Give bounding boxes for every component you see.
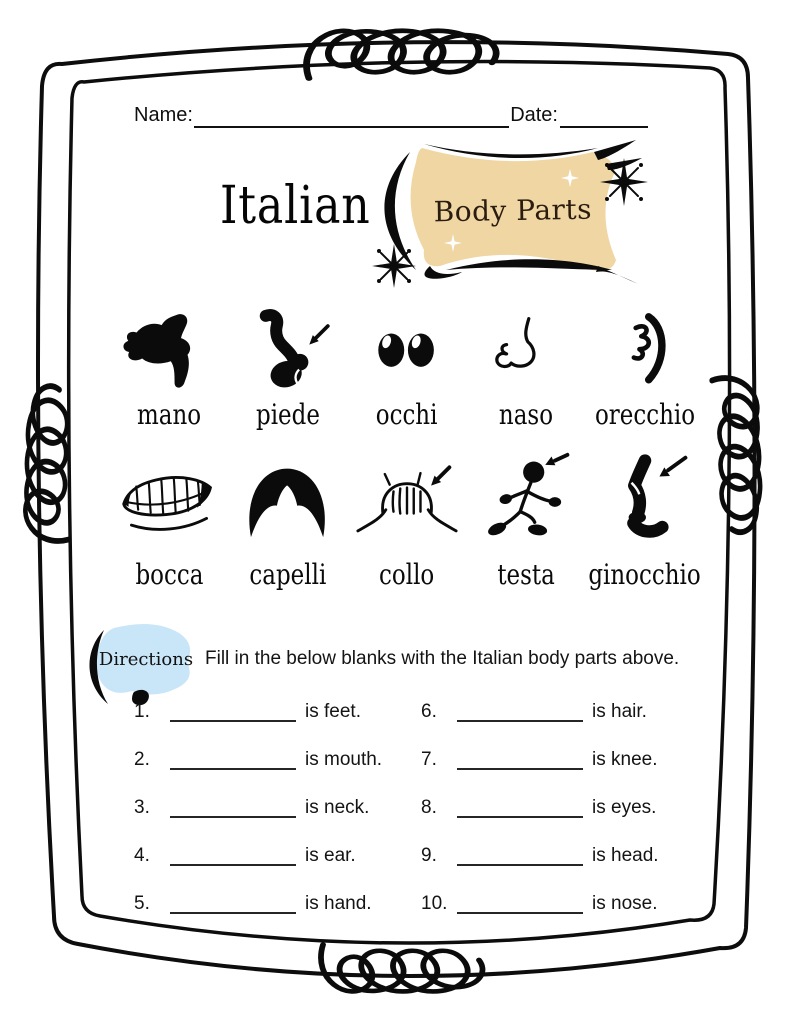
item-number: 8. (421, 797, 437, 818)
vocab-word: testa (497, 558, 555, 591)
item-text: is feet. (305, 701, 361, 722)
body-parts-badge (366, 138, 668, 298)
vocab-word: ginocchio (588, 558, 701, 591)
vocab-cell-testa (466, 446, 585, 592)
arrow-icon (545, 455, 567, 465)
hand-icon (119, 308, 219, 396)
blank-row (134, 700, 694, 722)
item-number: 10. (421, 893, 448, 914)
vocab-word: occhi (376, 398, 438, 431)
blank-item (134, 892, 414, 914)
item-number: 1. (134, 701, 150, 722)
item-number: 2. (134, 749, 150, 770)
directions-label: Directions (98, 649, 194, 670)
blank-item (421, 892, 657, 914)
item-number: 7. (421, 749, 437, 770)
vocab-cell-ginocchio (585, 446, 704, 592)
date-blank[interactable] (560, 102, 648, 128)
arrow-icon (309, 326, 328, 345)
name-date-row (134, 102, 648, 128)
answer-blank[interactable] (170, 749, 296, 770)
neck-icon (355, 452, 459, 552)
item-text: is knee. (592, 749, 658, 770)
item-text: is ear. (305, 845, 356, 866)
vocab-cell-piede (229, 306, 348, 432)
item-text: is neck. (305, 797, 370, 818)
vocab-cell-orecchio (585, 306, 704, 432)
arrow-icon (431, 467, 449, 485)
date-label: Date: (510, 104, 558, 126)
doodle-coil-top (307, 31, 497, 79)
blank-item (134, 700, 414, 722)
vocab-word: capelli (249, 558, 327, 591)
blank-row (134, 796, 694, 818)
item-text: is nose. (592, 893, 658, 914)
item-text: is eyes. (592, 797, 657, 818)
vocab-cell-capelli (229, 446, 348, 592)
item-text: is head. (592, 845, 659, 866)
hair-icon (238, 456, 338, 548)
foot-icon (238, 308, 338, 396)
vocab-cell-collo (348, 446, 467, 592)
blank-row (134, 748, 694, 770)
answer-blank[interactable] (170, 701, 296, 722)
answer-blank[interactable] (457, 701, 583, 722)
nose-icon (476, 308, 576, 396)
item-number: 4. (134, 845, 150, 866)
badge-title: Body Parts (433, 192, 593, 229)
blank-item (421, 796, 656, 818)
answer-blank[interactable] (170, 893, 296, 914)
vocab-cell-bocca (110, 446, 229, 592)
blank-row (134, 844, 694, 866)
head-icon (474, 450, 578, 554)
vocab-cell-naso (466, 306, 585, 432)
doodle-coil-left (24, 385, 74, 541)
answer-blank[interactable] (457, 749, 583, 770)
name-blank[interactable] (194, 102, 509, 128)
item-number: 3. (134, 797, 150, 818)
blank-item (421, 748, 657, 770)
blank-row (134, 892, 694, 914)
mouth-icon (117, 462, 221, 542)
vocab-word: mano (137, 398, 202, 431)
item-text: is mouth. (305, 749, 383, 770)
badge-spike-topright (594, 140, 636, 160)
directions-badge (82, 620, 206, 712)
vocab-word: orecchio (594, 398, 695, 431)
vocab-word: piede (256, 398, 321, 431)
badge-crescent (384, 152, 416, 270)
blank-item (421, 700, 647, 722)
vocab-row-1 (110, 306, 704, 432)
eyes-icon (357, 308, 457, 396)
blank-item (421, 844, 659, 866)
item-text: is hair. (592, 701, 647, 722)
item-number: 5. (134, 893, 150, 914)
item-number: 6. (421, 701, 437, 722)
blank-item (134, 748, 414, 770)
knee-icon (593, 450, 697, 554)
starburst-icon (372, 244, 416, 288)
item-text: is hand. (305, 893, 372, 914)
page-title: Italian (220, 176, 371, 236)
answer-blank[interactable] (457, 893, 583, 914)
instruction-text: Fill in the below blanks with the Italian body parts above. (205, 648, 680, 669)
answer-blank[interactable] (170, 845, 296, 866)
arrow-icon (659, 458, 685, 477)
answer-blank[interactable] (457, 845, 583, 866)
vocab-word: naso (498, 398, 553, 431)
item-number: 9. (421, 845, 437, 866)
vocab-cell-mano (110, 306, 229, 432)
name-label: Name: (134, 104, 193, 126)
vocab-word: collo (379, 558, 435, 591)
vocab-cell-occhi (348, 306, 467, 432)
fill-in-blanks (134, 700, 694, 940)
answer-blank[interactable] (170, 797, 296, 818)
doodle-coil-bottom (321, 945, 483, 992)
starburst-icon (600, 158, 648, 206)
vocab-row-2 (110, 446, 704, 592)
vocab-word: bocca (135, 558, 204, 591)
answer-blank[interactable] (457, 797, 583, 818)
ear-icon (595, 308, 695, 396)
blank-item (134, 796, 414, 818)
blank-item (134, 844, 414, 866)
badge-spike-bottomright (596, 266, 638, 284)
